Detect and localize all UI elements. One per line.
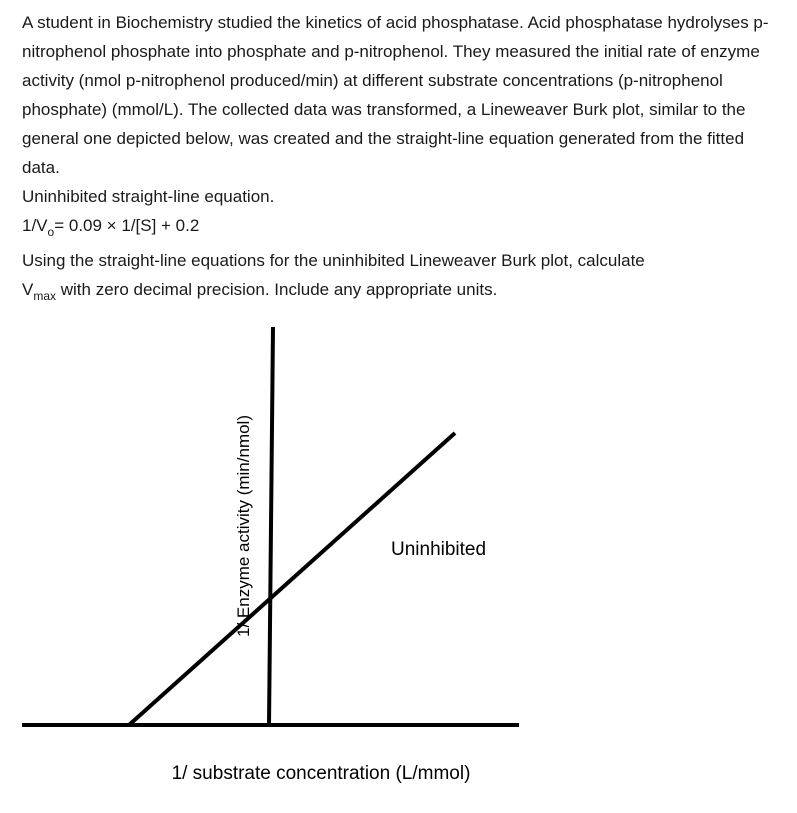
equation-lhs: 1/V <box>22 216 48 235</box>
equation-label: Uninhibited straight-line equation. <box>22 187 275 206</box>
x-axis-label: 1/ substrate concentration (L/mmol) <box>171 763 471 784</box>
vmax-subscript: max <box>33 289 57 303</box>
uninhibited-line <box>129 433 455 725</box>
prompt-text-after: with zero decimal precision. Include any appropriate units. <box>60 280 498 299</box>
y-axis <box>269 327 273 725</box>
prompt-text: Using the straight-line equations for the uninhibited Lineweaver Burk plot, calculate <box>22 251 645 270</box>
y-axis-label: 1/ Enzyme activity (min/nmol) <box>234 415 253 637</box>
uninhibited-label: Uninhibited <box>391 539 487 560</box>
equation-lhs-subscript: o <box>47 225 55 239</box>
vmax-base: V <box>22 280 34 299</box>
equation-rhs: = 0.09 × 1/[S] + 0.2 <box>54 216 200 235</box>
question-paragraph: A student in Biochemistry studied the kinetics of acid phosphatase. Acid phosphatase hydrolyses p-nitrophenol phosphate into phosphate and p-nitrophenol. They measured the initial rate of enzyme activity (nmol p-nitrophenol produced/min) at different substrate concentrations (p-nitrophenol phosphate) (mmol/L). The collected data was transformed, a Lineweaver Burk plot, similar to the general one depicted below, was created and the straight-line equation generated from the fitted data. <box>22 13 769 177</box>
